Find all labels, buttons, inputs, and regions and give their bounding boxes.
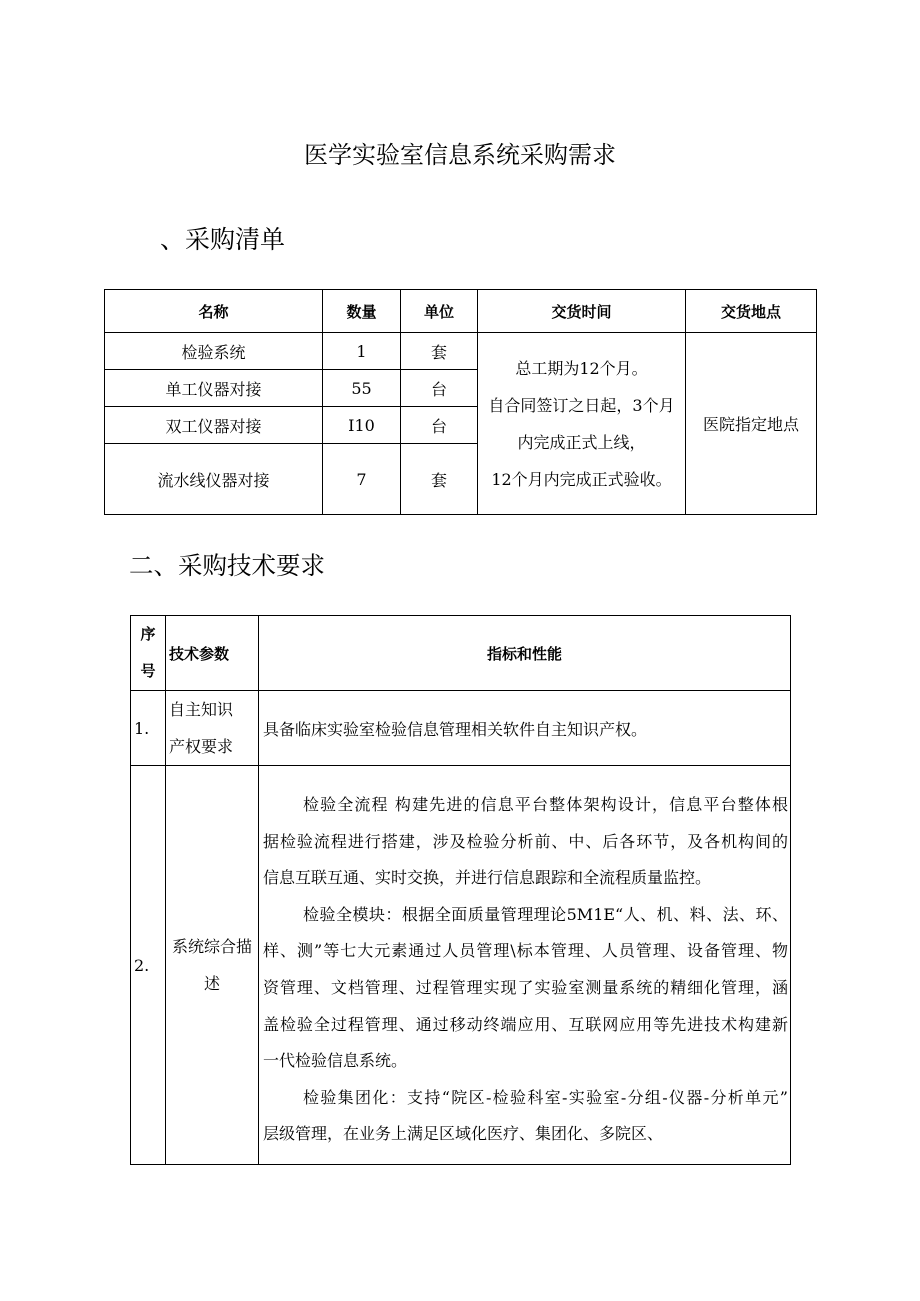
- item-name: 检验系统: [105, 333, 323, 370]
- item-unit: 套: [401, 444, 478, 515]
- paragraph-line: 检验全流程 构建先进的信息平台整体架构设计，信息平台整体根: [303, 795, 788, 814]
- item-name: 双工仪器对接: [105, 407, 323, 444]
- delivery-time-line: 内完成正式上线，: [517, 432, 646, 452]
- header-param: 技术参数: [166, 616, 259, 691]
- section-heading-procurement-list: 、采购清单: [160, 225, 286, 254]
- header-no-line: 序: [140, 625, 156, 643]
- delivery-place-cell: 医院指定地点: [686, 333, 817, 515]
- paragraph-line: 一代检验信息系统。: [263, 1051, 408, 1071]
- paragraph-line: 检验集团化：支持“院区-检验科室-实验室-分组-仪器-分析单元”: [303, 1087, 788, 1107]
- item-qty: I10: [323, 407, 401, 444]
- document-title: 医学实验室信息系统采购需求: [304, 141, 616, 169]
- header-qty: 数量: [323, 290, 401, 333]
- row-param-line: 述: [203, 974, 220, 993]
- item-qty: 7: [323, 444, 401, 515]
- paragraph-group: [263, 1080, 788, 1153]
- row-no: 2.: [131, 766, 166, 1165]
- item-unit: 台: [401, 370, 478, 407]
- item-qty: 55: [323, 370, 401, 407]
- paragraph-line: 盖检验全过程管理、通过移动终端应用、互联网应用等先进技术构建新: [263, 1014, 788, 1034]
- delivery-time-line: 总工期为12个月。: [515, 358, 648, 378]
- tech-requirements-table: [130, 615, 791, 1165]
- paragraph-line: 信息互联互通、实时交换，并进行信息跟踪和全流程质量监控。: [263, 868, 712, 888]
- item-unit: 套: [401, 333, 478, 370]
- row-param: [166, 691, 259, 766]
- header-name: 名称: [105, 290, 323, 333]
- table-row: [105, 333, 817, 370]
- row-spec-description: [259, 766, 791, 1165]
- row-param-line: 自主知识: [169, 700, 234, 719]
- row-spec: 具备临床实验室检验信息管理相关软件自主知识产权。: [259, 691, 791, 766]
- paragraph-line: 层级管理，在业务上满足区域化医疗、集团化、多院区、: [263, 1124, 664, 1144]
- procurement-list-table: [104, 289, 817, 515]
- section-heading-tech-requirements: 二、采购技术要求: [129, 551, 325, 580]
- delivery-time-line: 自合同签订之日起，3个月: [488, 395, 675, 415]
- paragraph-line: 据检验流程进行搭建，涉及检验分析前、中、后各环节，及各机构间的: [263, 831, 788, 851]
- paragraph-full-module: [263, 897, 788, 1080]
- header-no-line: 号: [140, 662, 156, 680]
- delivery-time-cell: [478, 333, 686, 515]
- delivery-time-line: 12个月内完成正式验收。: [491, 469, 672, 489]
- item-name: 单工仪器对接: [105, 370, 323, 407]
- row-param-line: 系统综合描: [171, 937, 252, 956]
- item-name: 流水线仪器对接: [105, 444, 323, 515]
- paragraph-full-process: [263, 787, 788, 897]
- header-unit: 单位: [401, 290, 478, 333]
- header-delivery-place: 交货地点: [686, 290, 817, 333]
- table-row: [131, 691, 791, 766]
- paragraph-line: 资管理、文档管理、过程管理实现了实验室测量系统的精细化管理，涵: [263, 977, 788, 997]
- paragraph-line: 样、测”等七大元素通过人员管理\标本管理、人员管理、设备管理、物: [263, 941, 788, 961]
- row-no: 1.: [131, 691, 166, 766]
- item-unit: 台: [401, 407, 478, 444]
- paragraph-line: 检验全模块：根据全面质量管理理论5M1E“人、机、料、法、环、: [303, 904, 788, 924]
- table-header-row: [105, 290, 817, 333]
- item-qty: 1: [323, 333, 401, 370]
- table-header-row: [131, 616, 791, 691]
- header-spec: 指标和性能: [259, 616, 791, 691]
- header-no: [131, 616, 166, 691]
- header-delivery-time: 交货时间: [478, 290, 686, 333]
- table-row: [131, 766, 791, 1165]
- row-param-line: 产权要求: [169, 737, 234, 756]
- row-param: [166, 766, 259, 1165]
